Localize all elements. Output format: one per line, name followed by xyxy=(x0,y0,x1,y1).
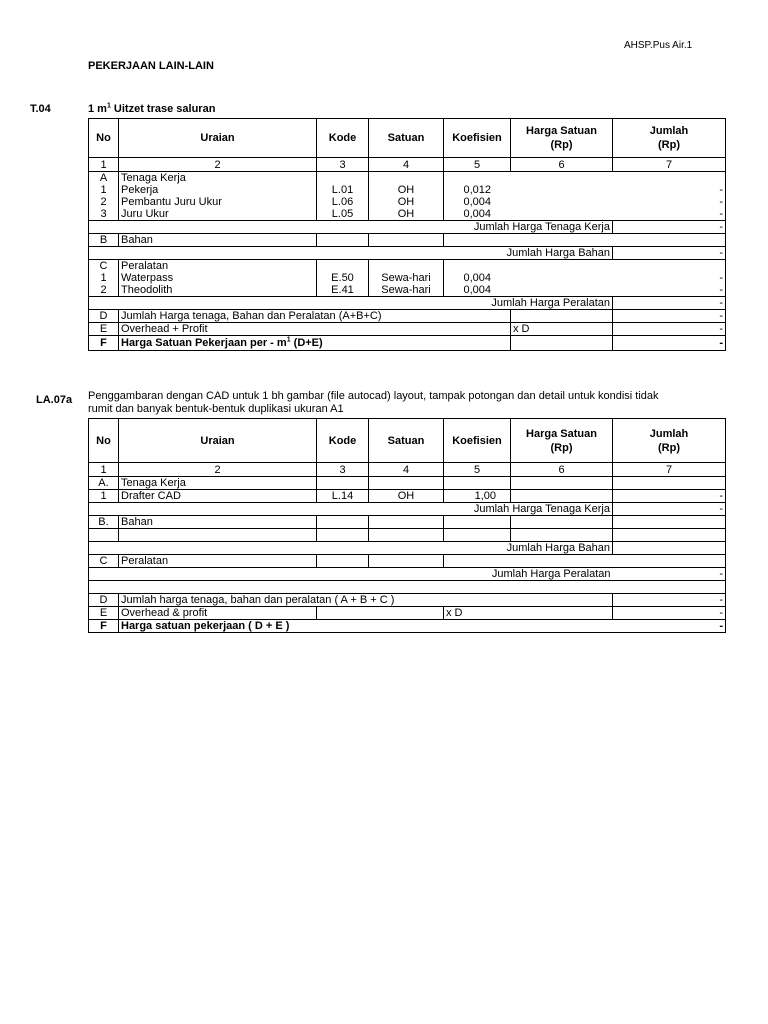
item-title-line: Penggambaran dengan CAD untuk 1 bh gambar (file autocad) layout, tampak potongan dan detail untuk kondisi tidak xyxy=(88,390,659,402)
row-jumlah: - xyxy=(613,272,726,284)
section-title: PEKERJAAN LAIN-LAIN xyxy=(88,60,214,72)
total-value: - xyxy=(613,607,726,620)
col-header-harga-satuan xyxy=(511,419,613,463)
row-satuan: OH xyxy=(369,184,444,196)
item-title-text: Uitzet trase saluran xyxy=(110,103,216,115)
row-uraian: Juru Ukur xyxy=(119,208,317,221)
total-value: - xyxy=(613,336,726,351)
row-kode: E.50 xyxy=(317,272,369,284)
empty-row xyxy=(89,581,726,594)
subtotal-label: Jumlah Harga Peralatan xyxy=(89,297,613,310)
row-koefisien: 0,004 xyxy=(444,208,511,221)
col-header-harga-satuan-label: Harga Satuan xyxy=(526,427,597,440)
column-number-row xyxy=(89,463,726,477)
table-row xyxy=(89,196,726,208)
column-number-row xyxy=(89,158,726,172)
col-header-jumlah xyxy=(613,419,726,463)
subtotal-label: Jumlah Harga Peralatan xyxy=(89,568,613,581)
row-satuan: OH xyxy=(369,490,444,503)
row-satuan: OH xyxy=(369,208,444,221)
subtotal-value: - xyxy=(613,568,726,581)
row-satuan: Sewa-hari xyxy=(369,272,444,284)
col-header-jumlah-unit: (Rp) xyxy=(658,441,680,454)
row-uraian: Pekerja xyxy=(119,184,317,196)
row-uraian: Waterpass xyxy=(119,272,317,284)
total-label: Jumlah harga tenaga, bahan dan peralatan ( A + B + C ) xyxy=(119,594,511,607)
group-row-equipment xyxy=(89,260,726,273)
subtotal-row-labor xyxy=(89,221,726,234)
col-header-satuan: Satuan xyxy=(369,419,444,463)
table-row xyxy=(89,208,726,221)
col-number: 4 xyxy=(369,463,444,477)
group-no: B. xyxy=(89,516,119,529)
row-jumlah: - xyxy=(613,196,726,208)
group-label: Bahan xyxy=(119,516,317,529)
total-no: F xyxy=(89,620,119,633)
item-title-line: rumit dan banyak bentuk-bentuk duplikasi ukuran A1 xyxy=(88,403,344,415)
total-row-e xyxy=(89,323,726,336)
col-header-jumlah-label: Jumlah xyxy=(649,125,689,137)
subtotal-row-equipment xyxy=(89,297,726,310)
group-row-materials xyxy=(89,234,726,247)
total-row-d xyxy=(89,310,726,323)
total-no: F xyxy=(89,336,119,351)
row-kode: L.05 xyxy=(317,208,369,221)
subtotal-row-materials xyxy=(89,542,726,555)
total-label-suffix: (D+E) xyxy=(290,337,323,349)
group-no: A xyxy=(89,172,119,185)
row-no: 3 xyxy=(89,208,119,221)
table-row xyxy=(89,272,726,284)
total-label: Overhead & profit xyxy=(119,607,317,620)
col-number: 2 xyxy=(119,158,317,172)
total-row-d xyxy=(89,594,726,607)
document-reference: AHSP.Pus Air.1 xyxy=(624,40,693,51)
col-number: 7 xyxy=(613,158,726,172)
group-no: C xyxy=(89,555,119,568)
row-koefisien: 1,00 xyxy=(444,490,511,503)
subtotal-label: Jumlah Harga Tenaga Kerja xyxy=(89,221,613,234)
subtotal-value: - xyxy=(613,221,726,234)
total-label: Harga satuan pekerjaan ( D + E ) xyxy=(119,620,613,633)
col-number: 2 xyxy=(119,463,317,477)
row-kode: L.06 xyxy=(317,196,369,208)
row-no: 1 xyxy=(89,490,119,503)
total-label-prefix: Harga Satuan Pekerjaan per - m xyxy=(121,337,287,349)
total-value: - xyxy=(613,620,726,633)
total-label: Overhead + Profit xyxy=(119,323,511,336)
subtotal-row-equipment xyxy=(89,568,726,581)
total-no: E xyxy=(89,323,119,336)
total-value: - xyxy=(613,594,726,607)
table-row xyxy=(89,184,726,196)
total-no: E xyxy=(89,607,119,620)
table-row xyxy=(89,490,726,503)
total-row-f xyxy=(89,336,726,351)
col-number: 3 xyxy=(317,463,369,477)
subtotal-value: - xyxy=(613,247,726,260)
col-header-harga-satuan-label: Harga Satuan xyxy=(526,125,597,137)
col-header-kode: Kode xyxy=(317,419,369,463)
empty-row xyxy=(89,529,726,542)
col-header-uraian: Uraian xyxy=(119,419,317,463)
item-code: T.04 xyxy=(30,103,51,115)
total-multiplier: x D xyxy=(444,607,613,620)
group-no: B xyxy=(89,234,119,247)
subtotal-row-materials xyxy=(89,247,726,260)
row-koefisien: 0,012 xyxy=(463,184,492,196)
group-no: A. xyxy=(89,477,119,490)
group-label: Bahan xyxy=(119,234,317,247)
analysis-table xyxy=(88,418,726,633)
row-kode: E.41 xyxy=(317,284,369,297)
row-uraian: Drafter CAD xyxy=(119,490,317,503)
col-header-harga-satuan-unit: (Rp) xyxy=(550,139,573,151)
row-no: 1 xyxy=(89,272,119,284)
col-header-koefisien: Koefisien xyxy=(444,419,511,463)
subtotal-label: Jumlah Harga Bahan xyxy=(89,542,613,555)
col-number: 7 xyxy=(613,463,726,477)
row-no: 2 xyxy=(89,284,119,297)
row-satuan: OH xyxy=(369,196,444,208)
row-koefisien: 0,004 xyxy=(463,196,492,208)
total-row-f xyxy=(89,620,726,633)
row-uraian: Pembantu Juru Ukur xyxy=(119,196,317,208)
row-jumlah: - xyxy=(613,208,726,221)
group-row-materials xyxy=(89,516,726,529)
item-title-prefix: 1 m xyxy=(88,103,107,115)
row-kode: L.01 xyxy=(317,184,369,196)
item-title xyxy=(88,390,718,416)
item-title-superscript: 1 xyxy=(106,102,111,110)
total-label xyxy=(119,336,511,351)
col-header-satuan: Satuan xyxy=(369,119,444,158)
row-koefisien: 0,004 xyxy=(444,284,511,297)
col-header-koefisien: Koefisien xyxy=(444,119,511,158)
col-number: 5 xyxy=(444,158,511,172)
total-label: Jumlah Harga tenaga, Bahan dan Peralatan (A+B+C) xyxy=(119,310,511,323)
group-no: C xyxy=(89,260,119,273)
col-header-no: No xyxy=(89,119,119,158)
col-header-harga-satuan-unit: (Rp) xyxy=(550,441,573,454)
col-number: 6 xyxy=(511,158,613,172)
subtotal-value: - xyxy=(613,503,726,516)
total-label-superscript: 1 xyxy=(286,336,291,344)
col-number: 6 xyxy=(511,463,613,477)
group-label: Tenaga Kerja xyxy=(119,477,317,490)
item-code: LA.07a xyxy=(36,394,73,406)
group-row-labor xyxy=(89,172,726,185)
table-row xyxy=(89,284,726,297)
col-header-jumlah-label: Jumlah xyxy=(649,427,689,440)
total-value: - xyxy=(613,310,726,323)
row-jumlah: - xyxy=(613,184,726,196)
col-header-jumlah xyxy=(613,119,726,158)
subtotal-value xyxy=(613,542,726,555)
analysis-table xyxy=(88,118,726,351)
col-header-uraian: Uraian xyxy=(119,119,317,158)
col-header-harga-satuan xyxy=(511,119,613,158)
subtotal-label: Jumlah Harga Tenaga Kerja xyxy=(89,503,613,516)
group-label: Peralatan xyxy=(119,555,317,568)
row-koefisien: 0,004 xyxy=(463,272,492,284)
row-jumlah: - xyxy=(613,490,726,503)
group-row-labor xyxy=(89,477,726,490)
subtotal-value: - xyxy=(613,297,726,310)
subtotal-row-labor xyxy=(89,503,726,516)
col-number: 1 xyxy=(89,158,119,172)
row-no: 1 xyxy=(89,184,119,196)
total-value: - xyxy=(613,323,726,336)
col-header-kode: Kode xyxy=(317,119,369,158)
item-title xyxy=(88,103,215,115)
total-no: D xyxy=(89,310,119,323)
row-kode: L.14 xyxy=(317,490,369,503)
group-label: Peralatan xyxy=(119,260,317,273)
group-row-equipment xyxy=(89,555,726,568)
group-label: Tenaga Kerja xyxy=(119,172,317,185)
row-no: 2 xyxy=(89,196,119,208)
col-number: 1 xyxy=(89,463,119,477)
row-uraian: Theodolith xyxy=(119,284,317,297)
col-number: 4 xyxy=(369,158,444,172)
col-number: 3 xyxy=(317,158,369,172)
total-multiplier: x D xyxy=(511,323,613,336)
subtotal-label: Jumlah Harga Bahan xyxy=(89,247,613,260)
total-row-e xyxy=(89,607,726,620)
col-header-jumlah-unit: (Rp) xyxy=(658,139,680,151)
col-header-no: No xyxy=(89,419,119,463)
total-no: D xyxy=(89,594,119,607)
row-jumlah: - xyxy=(613,284,726,297)
row-satuan: Sewa-hari xyxy=(369,284,444,297)
col-number: 5 xyxy=(444,463,511,477)
